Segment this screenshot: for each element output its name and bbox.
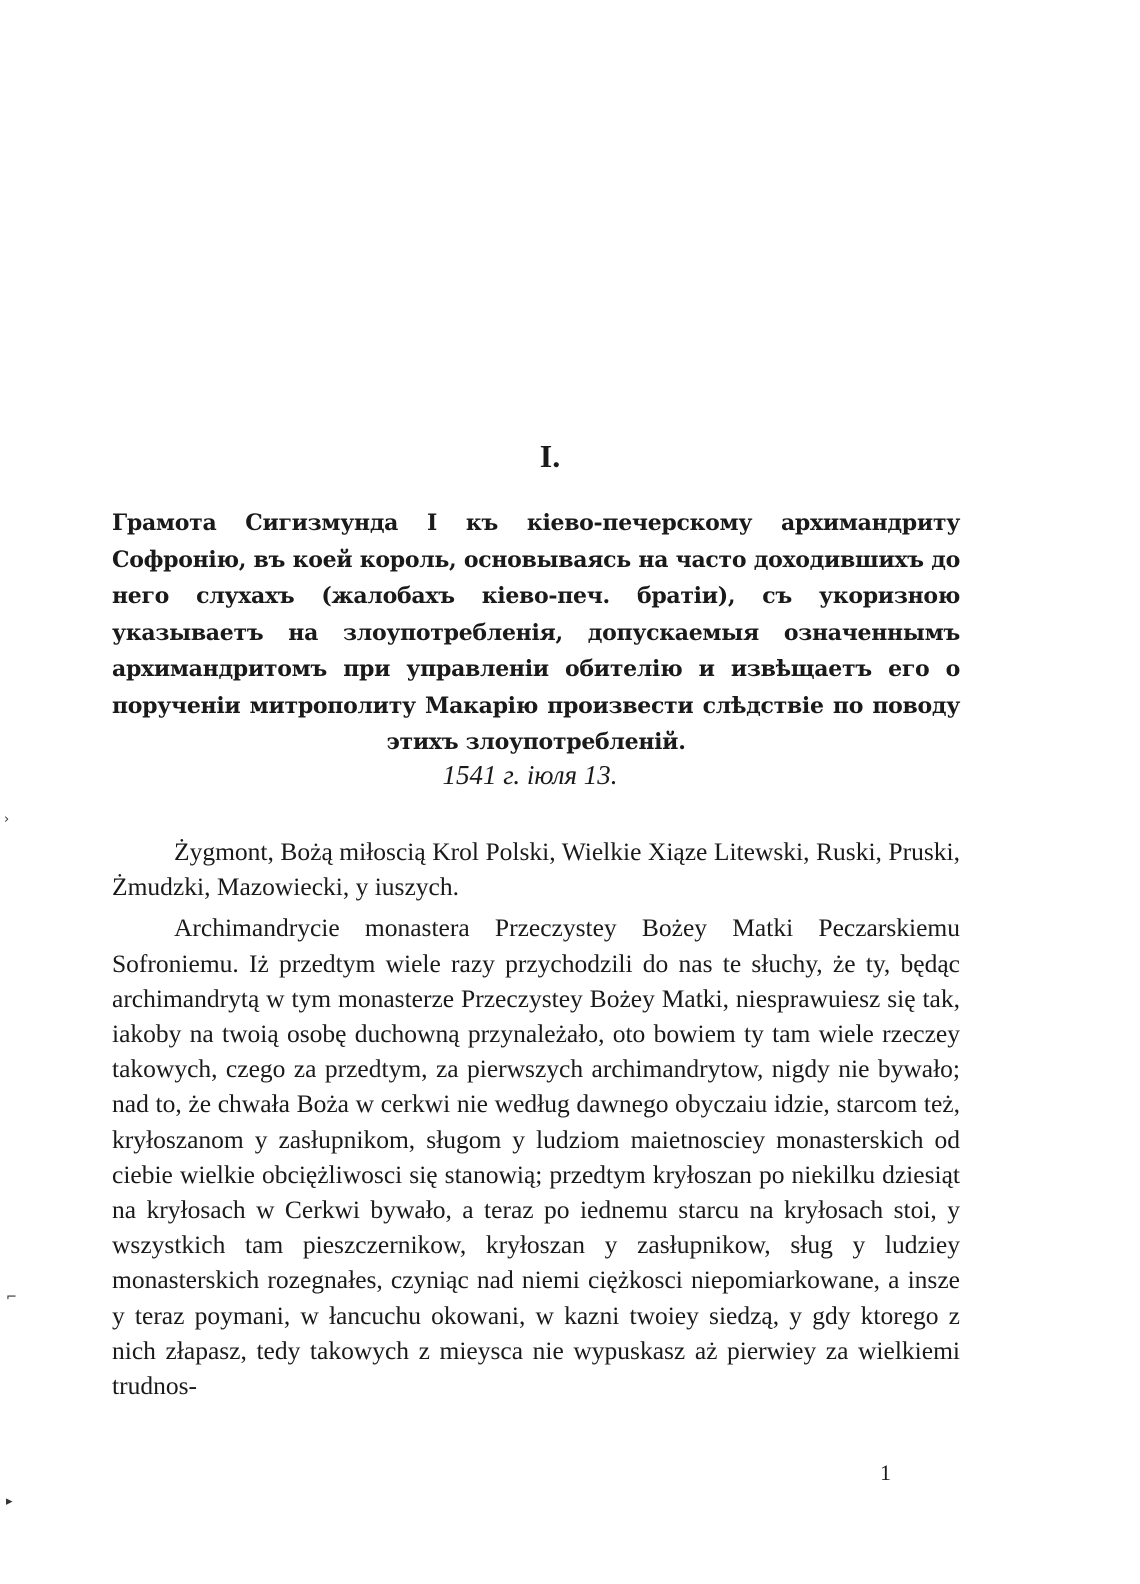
document-number: I.: [539, 438, 561, 474]
page-signature: 1: [880, 1460, 891, 1485]
document-heading: Грамота Сигизмунда I къ кіево-печерскому архимандриту Софронію, въ коей король, основываясь на часто доходившихъ до него слухахъ (жалобахъ кіево-печ. братіи), съ укоризною указываетъ на злоупотребленія, допускаемыя означеннымъ архимандритомъ при управленіи обителію и извѣщаетъ его о порученіи митрополиту Макарію произвести слѣдствіе по поводу этихъ злоупотребленій.: [112, 510, 960, 755]
paragraph-salutation: Żygmont, Bożą miłoscią Krol Polski, Wielkie Xiąze Litewski, Ruski, Pruski, Żmudzki, Mazowiecki, y iuszych.: [112, 837, 960, 902]
paragraph-main: Archimandrycie monastera Przeczystey Bożey Matki Peczarskiemu Sofroniemu. Iż przedtym wiele razy przychodzili do nas te słuchy, że ty, będąc archimandrytą w tym monasterze Przeczystey Bożey Matki, niesprawuiesz się tak, iakoby na twoią osobę duchowną przynależało, oto bowiem ty tam wiele rzeczey takowych, czego za przedtym, za pierwszych archimandrytow, nigdy nie bywało; nad to, że chwała Boża w cerkwi nie według dawnego obyczaiu idzie, starcom też, kryłoszanom y zasłupnikom, sługom y ludziom maietnosciey monasterskich od ciebie wielkie obciężliwosci się stanowią; przedtym kryłoszan po niekilku dziesiąt na kryłosach w Cerkwi bywało, a teraz po iednemu starcu na kryłosach stoi, y wszystkich tam pieszczernikow, kryłoszan y zasłupnikow, sług y ludziey monasterskich rozegnałes, czyniąc nad niemi ciężkosci niepomiarkowane, a insze y teraz poymani, w łancuchu okowani, w kazni twoiey siedzą, y gdy ktorego z nich złapasz, tedy takowych z mieysca nie wypuskasz aż pierwiey za wielkiemi trudnos-: [112, 913, 960, 1401]
document-body: [112, 834, 960, 1409]
margin-mark-icon: ⌐: [6, 1290, 17, 1305]
document-date: 1541 г. іюля 13.: [442, 760, 618, 790]
margin-mark-icon: ▸: [6, 1494, 13, 1509]
margin-mark-icon: ›: [4, 812, 10, 827]
